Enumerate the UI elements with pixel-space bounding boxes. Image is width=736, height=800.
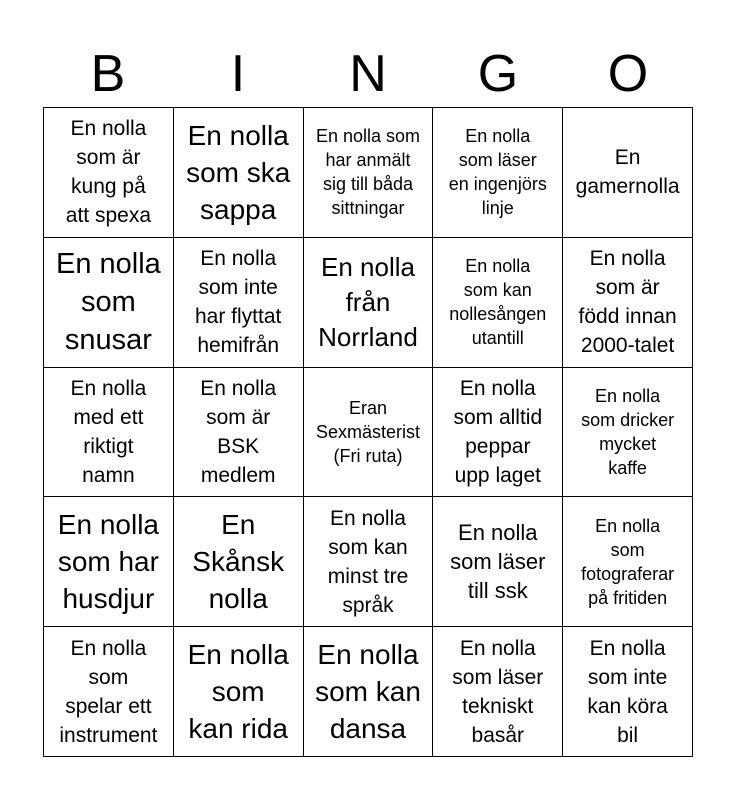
bingo-cell[interactable] <box>563 238 693 368</box>
cell-text: En nolla som är kung på att spexa <box>65 117 152 228</box>
cell-text: En nolla som ska sappa <box>186 119 291 225</box>
cell-text: En nolla som kan rida <box>187 639 289 745</box>
cell-text: En nolla som dricker mycket kaffe <box>581 385 675 478</box>
bingo-cell[interactable] <box>433 368 563 498</box>
bingo-cell[interactable] <box>174 368 304 498</box>
cell-text: En nolla som kan dansa <box>315 639 421 745</box>
bingo-cell[interactable] <box>304 108 434 238</box>
bingo-cell[interactable] <box>304 238 434 368</box>
cell-text: En nolla med ett riktigt namn <box>70 376 147 487</box>
cell-text: En nolla som kan nollesången utantill <box>449 256 547 349</box>
cell-text: En gamernolla <box>575 146 680 199</box>
bingo-cell[interactable] <box>174 497 304 627</box>
cell-text: En nolla som fotograferar på fritiden <box>581 515 675 608</box>
bingo-cell[interactable] <box>563 368 693 498</box>
bingo-cell[interactable] <box>304 627 434 757</box>
bingo-cell[interactable] <box>174 108 304 238</box>
cell-text: En nolla som alltid peppar upp laget <box>453 376 543 487</box>
cell-text: En nolla som är född innan 2000-talet <box>578 247 677 358</box>
bingo-cell[interactable] <box>44 497 174 627</box>
cell-text: En nolla som har anmält sig till båda sittningar <box>315 126 421 219</box>
bingo-cell[interactable] <box>174 627 304 757</box>
cell-text: En nolla som läser en ingenjörs linje <box>448 126 547 219</box>
bingo-cell[interactable] <box>563 627 693 757</box>
cell-text: En nolla som inte har flyttat hemifrån <box>195 247 282 358</box>
cell-text: En nolla som har husdjur <box>57 509 159 615</box>
header-letter-i: I <box>230 45 246 103</box>
cell-text: En nolla som spelar ett instrument <box>59 636 158 747</box>
bingo-cell[interactable] <box>44 108 174 238</box>
cell-text: En nolla som läser tekniskt basår <box>452 636 544 747</box>
header-letter-g: G <box>477 45 519 103</box>
bingo-cell[interactable] <box>44 627 174 757</box>
bingo-grid <box>43 107 693 757</box>
bingo-cell-free[interactable] <box>304 368 434 498</box>
bingo-cell[interactable] <box>433 497 563 627</box>
bingo-cell[interactable] <box>433 108 563 238</box>
bingo-cell[interactable] <box>44 368 174 498</box>
bingo-cell[interactable] <box>174 238 304 368</box>
bingo-cell[interactable] <box>44 238 174 368</box>
cell-text: En Skånsk nolla <box>192 509 285 615</box>
cell-text: En nolla som läser till ssk <box>450 520 546 604</box>
bingo-cell[interactable] <box>433 238 563 368</box>
bingo-cell[interactable] <box>563 108 693 238</box>
cell-text: En nolla som är BSK medlem <box>200 376 277 487</box>
header-letter-b: B <box>90 45 126 103</box>
cell-text: Eran Sexmästerist (Fri ruta) <box>315 397 420 466</box>
cell-text: En nolla som inte kan köra bil <box>587 636 668 747</box>
bingo-header <box>43 42 693 106</box>
bingo-cell[interactable] <box>563 497 693 627</box>
bingo-cell[interactable] <box>304 497 434 627</box>
header-letter-n: N <box>349 45 387 103</box>
cell-text: En nolla som snusar <box>55 248 161 357</box>
bingo-cell[interactable] <box>433 627 563 757</box>
header-letter-o: O <box>607 45 649 103</box>
cell-text: En nolla från Norrland <box>318 251 418 352</box>
cell-text: En nolla som kan minst tre språk <box>327 506 409 617</box>
